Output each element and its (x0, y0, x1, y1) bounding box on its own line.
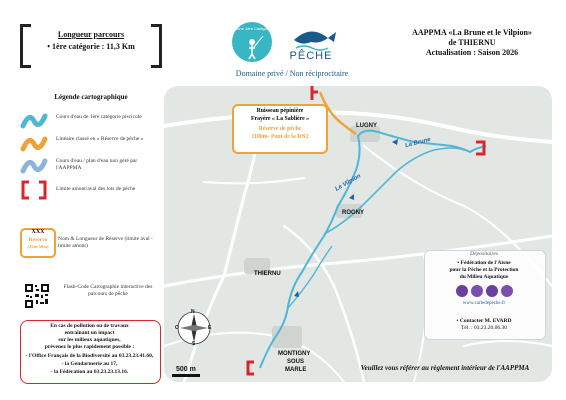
ruisseau-line3: Réserve de pêche (258, 126, 302, 132)
peche-logo-word: PÊCHE (289, 50, 333, 62)
pollution-line-6: - la Gendarmerie au 17, (61, 361, 118, 367)
pollution-line-7: - la Fédération au 03.23.23.13.16. (50, 369, 129, 375)
wave-icon (20, 110, 48, 132)
reserve-box-l1: XXX (31, 229, 45, 235)
compass-s: S (192, 341, 196, 347)
compass-e: E (208, 325, 212, 331)
compass-o: O (175, 325, 179, 331)
logo-circle-text: Pêche 1ère Catégorie (232, 26, 272, 31)
ruisseau-line2: Frayère « La Sablière » (250, 116, 310, 122)
fisherman-icon (232, 22, 272, 62)
federation-contact: • Contacter M. EVARD (456, 318, 512, 324)
reserve-box-l2: Réserve (28, 237, 48, 243)
federation-site-link[interactable]: www.cartedepeche.fr (462, 301, 506, 306)
pollution-line-3: sur les milieux aquatiques, (58, 337, 121, 343)
qr-label: Flash-Code Cartographie interactive des parcours de pêche (63, 284, 153, 297)
river-label-brune: La Brune (404, 136, 432, 150)
legend-item-1ere-categorie: Cours d'eau de 1ère catégorie piscicole (56, 114, 142, 120)
pollution-line-4: prévenez le plus rapidement possible : (44, 344, 135, 350)
longueur-line: • 1ère catégorie : 11,3 Km (47, 42, 135, 51)
legend-item-limite: Limite amont/aval des lots de pêche (56, 186, 136, 192)
depositaires-label: Dépositaires (470, 251, 498, 257)
town-sous: SOUS (287, 359, 305, 365)
wave-icon (20, 133, 48, 155)
compass-rose-icon (178, 312, 210, 344)
ruisseau-line1: Ruisseau pépinière (256, 108, 304, 114)
reserve-legend-label: Nom & Longueur de Réserve (limite aval - limite amont) (58, 236, 153, 249)
legend-item-non-gere: Cours d'eau / plan d'eau non géré par l'AAPPMA (56, 158, 138, 171)
town-marle: MARLE (285, 367, 307, 373)
federation-line-2: pour la Pêche et la Protection (449, 267, 519, 273)
cartedepeche-logo-icon (454, 283, 514, 299)
legend-item-reserve: Linéaire classé en « Réserve de pêche » (56, 136, 144, 142)
scale-label: 500 m (176, 366, 196, 373)
town-thiernu: THIERNU (254, 271, 281, 277)
scale-bar (172, 374, 200, 377)
pollution-line-5: - l'Office Français de la Biodiversité au 03.23.23.41.60, (25, 353, 154, 359)
pollution-line-2: entraînant un impact (64, 330, 115, 336)
town-montigny: MONTIGNY (278, 351, 311, 357)
federation-tel: Tél. : 03.23.20.06.30 (461, 325, 507, 331)
aappma-title (392, 28, 552, 58)
river-label-vilpion: Le Vilpion (334, 173, 363, 193)
longueur-title: Longueur parcours (57, 30, 125, 39)
reserve-box-l3: (25m-50m) (27, 244, 49, 249)
aappma-line2: de THIERNU (448, 38, 496, 47)
federation-line-1: • Fédération de l'Aisne (457, 260, 511, 266)
pollution-line-1: En cas de pollution ou de travaux (50, 323, 129, 329)
compass-n: N (191, 309, 195, 315)
bracket-icon (20, 179, 48, 201)
qr-code-icon[interactable] (24, 283, 50, 309)
town-rogny: ROGNY (342, 210, 365, 216)
aappma-line3: Actualisation : Saison 2026 (425, 48, 519, 57)
reglement-note: Veuillez vous référer au règlement intérieur de l'AAPPMA (360, 364, 530, 372)
legend-title: Légende cartographique (54, 93, 128, 101)
aappma-line1: AAPPMA «La Brune et le Vilpion» (412, 28, 532, 37)
wave-icon (20, 155, 48, 177)
domaine-statut: Domaine privé / Non réciprocitaire (235, 69, 349, 78)
town-lugny: LUGNY (356, 123, 377, 129)
peche-category-logo (232, 22, 272, 62)
federation-line-3: du Milieu Aquatique (459, 274, 509, 280)
ruisseau-line4: 1100m- Pont de la RN2 (251, 134, 309, 140)
